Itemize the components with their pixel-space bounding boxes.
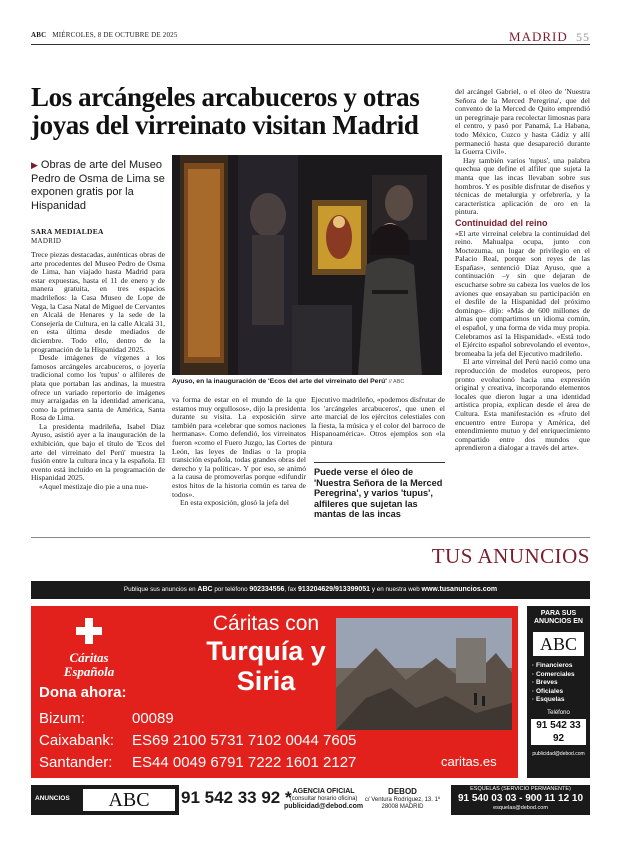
logo-line: Española (63, 664, 115, 679)
paragraph: El arte virreinal del Perú nació como una reproducción de modelos europeos, pero pronto evolucionó hacia una expresión original y creativa, incorporando elementos locales que dieron lugar a una identidad artística propia, explican desde el área de Cultura. Esta manifestación es «fruto del encuentro entre Europa y América, del entendimiento mutuo y del enriquecimiento compartido entre dos mundos que aprendieron a dialogar a través del arte». (455, 357, 590, 453)
dateline: MADRID (31, 237, 62, 245)
subhead-text: Obras de arte del Museo Pedro de Osma de Lima se exponen gratis por la Hispanidad (31, 159, 165, 212)
side-logo: ABC (533, 632, 584, 656)
agency-title: AGENCIA OFICIAL (292, 788, 355, 795)
subhead (31, 159, 166, 213)
caption-text: Ayuso, en la inauguración de 'Ecos del arte del virreinato del Perú' (172, 378, 387, 385)
bar-text: Publique sus anuncios en (123, 586, 196, 593)
donation-value: ES44 0049 6791 7222 1601 2127 (132, 754, 357, 771)
issue-date: MIÉRCOLES, 8 DE OCTUBRE DE 2025 (52, 31, 178, 39)
earthquake-photo (336, 618, 512, 730)
page-header-right (509, 29, 590, 45)
caritas-url: caritas.es (441, 754, 497, 769)
paragraph: En esta exposición, glosó la jefa del (180, 498, 290, 508)
campaign-title (181, 612, 351, 696)
section-name: MADRID (509, 29, 568, 44)
donation-row (39, 754, 357, 771)
section-heading: Continuidad del reino (455, 217, 548, 228)
ad-types-list (532, 662, 590, 705)
byline (31, 227, 166, 245)
cross-icon (74, 616, 104, 646)
esquelas-phone: 91 540 03 03 - 900 11 12 10 (457, 793, 584, 804)
paragraph: La presidenta madrileña, Isabel Díaz Ayuso, asistió ayer a la inauguración de la exhibición, que bajo el título de 'Ecos del arte del virreinato del Perú' muestra la fusión entre la cultura inca y la española. El evento está incluido en la programación de Hispanidad 2025. (31, 421, 165, 483)
side-tel: 91 542 33 92 (531, 719, 586, 745)
debod-title: DEBOD (388, 787, 417, 796)
bar-phone: 902334556 (249, 586, 285, 593)
bar-text: por teléfono (214, 586, 248, 593)
paragraph: Hay también varios 'tupus', una palabra quechua que define el alfiler que sujeta la manta que las incas llevaban sobre sus hombros. Y es posible disfrutar de diseños y técnicas de metalurgia y orfebrería, y la característica aplicación de oro en la pintura. (455, 155, 590, 217)
campaign-line: Cáritas con (212, 612, 320, 635)
pullquote: Puede verse el óleo de 'Nuestra Señora de la Merced Peregrina', y varios 'tupus', alfileres que sujetan las mantas de las incas (314, 467, 443, 519)
paragraph: del arcángel Gabriel, o el óleo de 'Nuestra Señora de la Merced Peregrina', que del convento de la Merced de Quito emprendió un peregrinaje para recolectar limosnas para el centro, y pasó por Panamá, La Habana, todo México, Cuzco y hasta Cádiz y allí permaneció hasta que desapareció durante la Guerra Civil». (455, 87, 590, 157)
donation-row (39, 732, 357, 749)
page-number: 55 (576, 30, 590, 44)
photo-credit: // ABC (388, 379, 405, 385)
agency-sub: (consultar horario oficina) (289, 796, 358, 802)
column-1 (31, 251, 165, 492)
esquelas-title: ESQUELAS (470, 786, 500, 792)
agency-mail: publicidad@debod.com (284, 803, 364, 810)
donation-method: Bizum: (39, 710, 85, 727)
side-tel-label: Teléfono (547, 709, 570, 716)
footer-phone: 91 542 33 92 * (181, 788, 292, 807)
header-rule (31, 44, 590, 45)
author: SARA MEDIALDEA (31, 227, 104, 236)
ads-title: TUS ANUNCIOS (431, 544, 590, 568)
photo-caption (172, 378, 442, 385)
list-item: · Comerciales (532, 670, 575, 678)
paragraph: Ejecutivo madrileño, «podemos disfrutar de los 'arcángeles arcabuceros', que unen el arte marcial de los ejércitos celestiales con la fiesta, la música y el color del barroco de Hispanoamérica». Otros ejemplos son «la pintura (311, 395, 445, 447)
list-item: · Esquelas (532, 696, 565, 703)
bar-web: www.tusanuncios.com (421, 586, 498, 593)
list-item: · Financieros (532, 662, 573, 669)
donation-method: Caixabank: (39, 732, 115, 749)
side-title: PARA SUS ANUNCIOS EN (533, 610, 583, 625)
footer-debod (356, 788, 449, 811)
footer-brand-box (31, 785, 179, 815)
donation-method: Santander: (39, 754, 113, 771)
side-mail: publicidad@debod.com (532, 750, 585, 757)
exhibition-photo-illustration (172, 155, 442, 375)
caritas-logo (39, 616, 139, 679)
pullquote-rule (314, 462, 445, 463)
article-photo (172, 155, 442, 375)
paragraph: «Aquel mestizaje dio pie a una nue- (39, 482, 149, 492)
esquelas-sub: (SERVICIO PERMANENTE) (501, 786, 571, 792)
ads-info-bar (31, 581, 590, 599)
esquelas-mail: esquelas@debod.com (493, 805, 548, 811)
esquelas-header (451, 785, 590, 793)
ads-footer (31, 785, 590, 815)
donation-value: ES69 2100 5731 7102 0044 7605 (132, 732, 357, 749)
paragraph: va forma de estar en el mundo de la que estamos muy orgullosos», dijo la presidenta durante su visita. La exposición sirve también para «celebrar que somos naciones hermanas». Como defendió, los virreinatos fueron «como el Fuero Juzgo, las Cortes de León, las leyes de Indias o la propia transición española, todas grandes obras del derecho y la política». Y por eso, se animó a la causa de promoverlas porque «difundir estos hitos de la historia común es tarea de todos». (172, 395, 306, 499)
paragraph: Trece piezas destacadas, auténticas obras de arte procedentes del Museo Pedro de Osma de Lima, han viajado hasta Madrid para estar expuestas, hasta el 11 de enero y de manera gratuita, en tres espacios madrileños: la Casa Museo de Lope de Vega, la Casa Natal de Miguel de Cervantes en Alcalá de Henares y la sede de la Consejería de Cultura, en la calle Alcalá 31, en esta última desde mediados de diciembre. Todo ello, dentro de la programación de la Hispanidad 2025. (31, 250, 165, 354)
footer-logo: ABC (83, 789, 175, 811)
donation-value: 00089 (132, 710, 174, 727)
page-header-left (31, 31, 178, 39)
debod-address: c/ Ventura Rodríguez, 13. 1º (364, 797, 441, 803)
campaign-line: Siria (236, 666, 296, 696)
rubble-illustration (336, 618, 512, 730)
paragraph: Desde imágenes de vírgenes a los famosos arcángeles arcabuceros, o joyería tradicional como los 'tupus' o alfileres de plata que portaban las andinas, la muestra ofrece un variado repertorio de imágenes muy arraigadas en la identidad americana, como la primera santa de América, Santa Rosa de Lima. (31, 353, 165, 423)
list-item: · Oficiales (532, 687, 564, 695)
donation-row (39, 710, 174, 727)
brand: ABC (31, 31, 47, 39)
bar-text: y en nuestra web (371, 586, 420, 593)
column-4 (455, 88, 590, 453)
footer-agency (284, 788, 363, 811)
triangle-bullet-icon: ▶ (31, 160, 38, 170)
headline: Los arcángeles arcabuceros y otras joyas del virreinato visitan Madrid (31, 82, 420, 140)
logo-line: Cáritas (69, 650, 109, 665)
donate-label: Dona ahora: (39, 684, 127, 701)
list-item: · Breves (532, 679, 558, 686)
column-3 (311, 396, 445, 448)
campaign-line: Turquía y (206, 636, 326, 666)
bar-fax: 913204629/913399051 (298, 586, 371, 593)
footer-esquelas (451, 785, 590, 815)
debod-city: 28008 MADRID (381, 804, 424, 810)
bar-brand: ABC (197, 586, 213, 593)
caritas-ad (31, 606, 518, 778)
paragraph: «El arte virreinal celebra la continuidad del reino. Mahualpa ocupa, junto con Moctezuma, un lugar de privilegio en el Palacio Real, porque son reyes de las Españas», sentenció Díaz Ayuso, que a continuación –y sin que dejaran de escucharse sobre su cabeza los vuelos de los aviones que ensayaban su participación en el desfile de la Hispanidad del próximo domingo– dijo: «Más de 600 millones de almas que compartimos un idioma común, el español, y una forma de vida muy propia. Celebramos así la Hispanidad». «Está todo el Ejército español sobrevolando el evento», bromeaba la jefa del Ejecutivo madrileño. (455, 228, 590, 358)
ads-side-box (527, 606, 590, 778)
ads-rule (31, 537, 590, 538)
bar-text: , fax (284, 586, 297, 593)
column-2 (172, 396, 306, 508)
footer-label: ANUNCIOS (35, 795, 70, 802)
